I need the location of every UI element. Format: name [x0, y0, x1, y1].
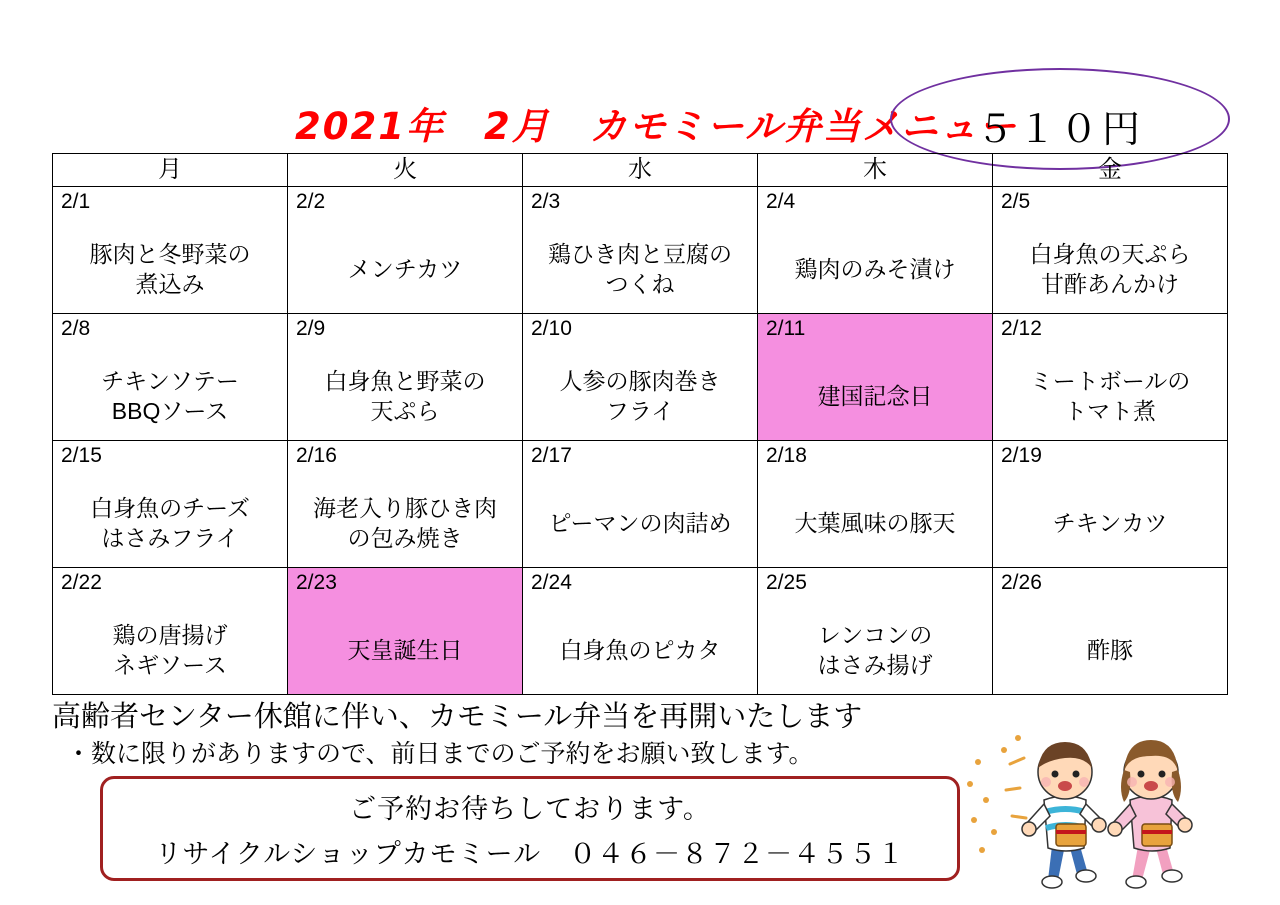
cell-date: 2/1 — [61, 190, 91, 213]
weekday-header-thu: 木 — [758, 154, 993, 187]
weekday-header-mon: 月 — [53, 154, 288, 187]
cell-date: 2/22 — [61, 571, 102, 594]
girl-figure — [1108, 740, 1192, 888]
cell-date: 2/24 — [531, 571, 572, 594]
calendar-week-row — [53, 314, 1228, 441]
cell-date: 2/12 — [1001, 317, 1042, 340]
cell-menu: ピーマンの肉詰め — [548, 510, 732, 536]
reservation-line2: リサイクルショップカモミール ０４６－８７２－４５５１ — [154, 838, 906, 869]
cell-menu: 鶏ひき肉と豆腐の つくね — [548, 241, 732, 297]
cell-menu: 鶏の唐揚げ ネギソース — [112, 622, 228, 678]
calendar-cell — [53, 568, 288, 695]
calendar-cell — [523, 187, 758, 314]
cell-date: 2/26 — [1001, 571, 1042, 594]
cell-menu: 建国記念日 — [817, 383, 933, 409]
calendar-body — [53, 187, 1228, 695]
cell-date: 2/5 — [1001, 190, 1031, 213]
cell-menu: レンコンの はさみ揚げ — [817, 622, 933, 678]
calendar-cell — [993, 314, 1228, 441]
cell-menu: 天皇誕生日 — [347, 637, 463, 663]
cell-menu: 酢豚 — [1087, 637, 1133, 663]
note-main: 高齢者センター休館に伴い、カモミール弁当を再開いたします — [52, 701, 863, 733]
menu-calendar — [52, 153, 1228, 695]
cell-menu: 海老入り豚ひき肉 の包み焼き — [313, 495, 497, 551]
cell-date: 2/4 — [766, 190, 796, 213]
cell-date: 2/16 — [296, 444, 337, 467]
calendar-cell — [523, 314, 758, 441]
calendar-cell — [758, 441, 993, 568]
calendar-cell — [993, 568, 1228, 695]
cell-date: 2/25 — [766, 571, 807, 594]
boy-figure — [1022, 742, 1106, 888]
calendar-cell — [523, 568, 758, 695]
cell-menu: ミートボールの トマト煮 — [1029, 368, 1191, 424]
reservation-box — [100, 776, 960, 881]
cell-date: 2/23 — [296, 571, 337, 594]
calendar-cell — [758, 568, 993, 695]
calendar-cell-holiday — [758, 314, 993, 441]
calendar-cell — [53, 187, 288, 314]
note-sub: ・数に限りがありますので、前日までのご予約をお願い致します。 — [66, 740, 814, 768]
cell-date: 2/9 — [296, 317, 326, 340]
calendar-week-row — [53, 187, 1228, 314]
cell-date: 2/15 — [61, 444, 102, 467]
kids-illustration — [960, 720, 1260, 895]
cell-date: 2/10 — [531, 317, 572, 340]
cell-date: 2/19 — [1001, 444, 1042, 467]
cell-date: 2/2 — [296, 190, 326, 213]
page-title: 2021年 2月 カモミール弁当メニュー — [295, 105, 1018, 148]
cell-menu: 白身魚の天ぷら 甘酢あんかけ — [1029, 241, 1191, 297]
calendar-week-row — [53, 568, 1228, 695]
calendar-week-row — [53, 441, 1228, 568]
calendar-cell — [523, 441, 758, 568]
weekday-header-fri: 金 — [993, 154, 1228, 187]
calendar-cell — [288, 314, 523, 441]
weekday-header-tue: 火 — [288, 154, 523, 187]
calendar-cell — [758, 187, 993, 314]
weekday-header-row — [53, 154, 1228, 187]
reservation-line1: ご予約お待ちしております。 — [349, 793, 711, 824]
cell-menu: 白身魚のピカタ — [559, 637, 721, 663]
calendar-cell — [993, 187, 1228, 314]
cell-date: 2/8 — [61, 317, 91, 340]
price-label: ５１０円 — [975, 109, 1144, 151]
calendar-cell — [53, 314, 288, 441]
cell-menu: チキンカツ — [1052, 510, 1168, 536]
cell-date: 2/17 — [531, 444, 572, 467]
calendar-cell — [993, 441, 1228, 568]
calendar-cell — [288, 187, 523, 314]
poster-header — [0, 40, 1280, 151]
cell-menu: 白身魚と野菜の 天ぷら — [324, 368, 486, 424]
calendar-cell-holiday — [288, 568, 523, 695]
cell-menu: 鶏肉のみそ漬け — [794, 256, 956, 282]
cell-menu: 大葉風味の豚天 — [794, 510, 956, 536]
cell-menu: 人参の豚肉巻き フライ — [559, 368, 721, 424]
calendar-cell — [288, 441, 523, 568]
cell-menu: 白身魚のチーズ はさみフライ — [90, 495, 250, 551]
cell-menu: チキンソテー BBQソース — [101, 368, 239, 424]
calendar-cell — [53, 441, 288, 568]
cell-date: 2/18 — [766, 444, 807, 467]
cell-date: 2/3 — [531, 190, 561, 213]
weekday-header-wed: 水 — [523, 154, 758, 187]
cell-menu: 豚肉と冬野菜の 煮込み — [89, 241, 251, 297]
cell-date: 2/11 — [766, 317, 806, 340]
cell-menu: メンチカツ — [347, 256, 463, 282]
